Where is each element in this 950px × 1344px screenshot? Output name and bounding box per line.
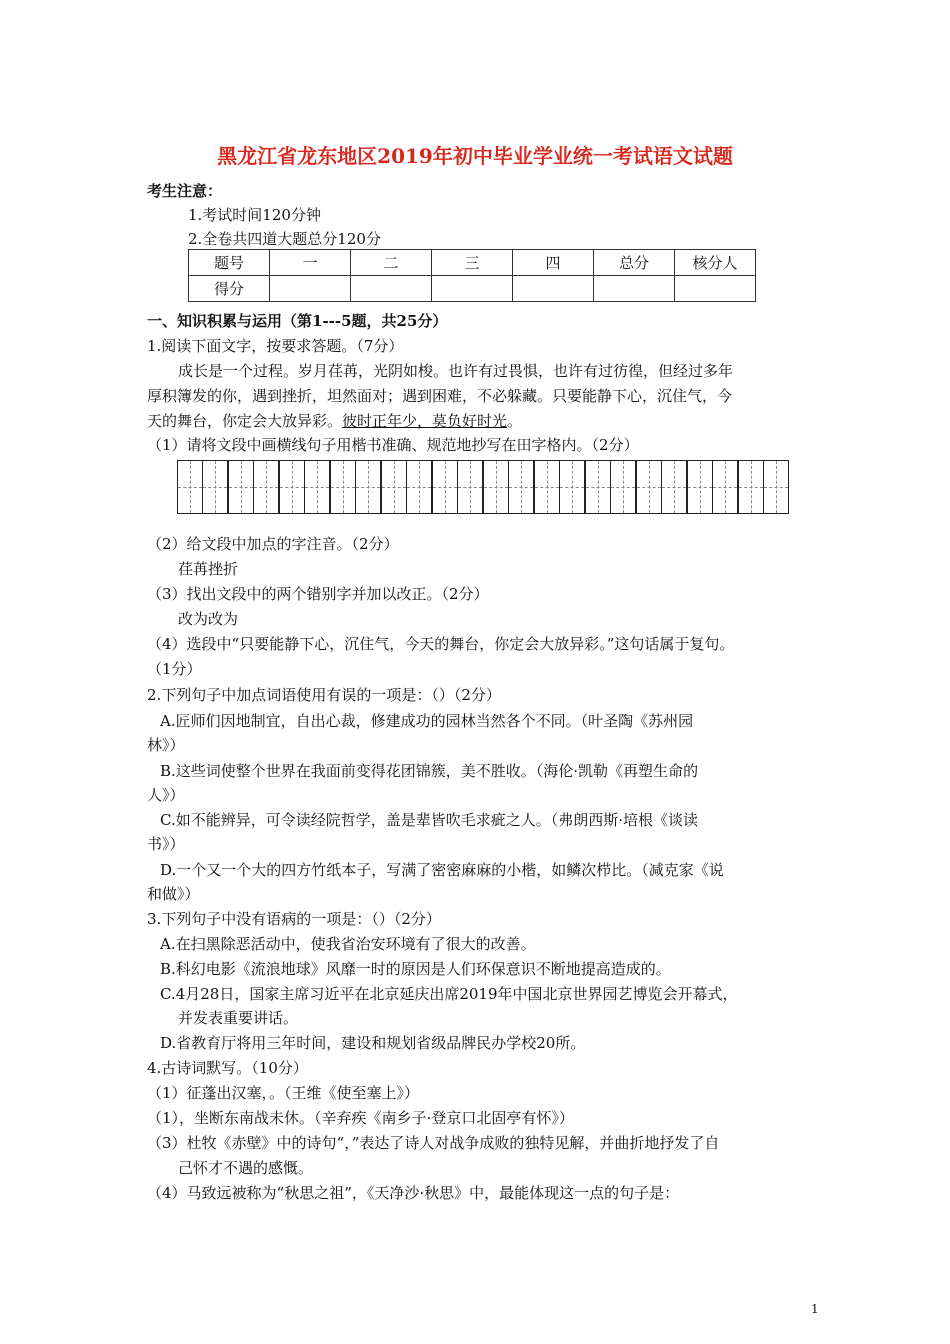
table-cell: 一	[270, 250, 351, 276]
q4-sub-3-cont: 己怀才不遇的感慨。	[178, 1159, 314, 1177]
page-number: 1	[811, 1302, 819, 1316]
notice-item-1: 1.考试时间120分钟	[188, 206, 321, 224]
q4-sub-2: （1），坐断东南战未休。（辛弃疾《南乡子·登京口北固亭有怀》）	[147, 1109, 574, 1127]
grid-cell[interactable]	[432, 460, 458, 514]
grid-cell[interactable]	[202, 460, 228, 514]
grid-cell[interactable]	[712, 460, 738, 514]
q2-option-a-cont: 林》）	[147, 736, 185, 754]
score-field[interactable]	[432, 276, 513, 302]
table-cell: 核分人	[675, 250, 756, 276]
grid-cell[interactable]	[228, 460, 254, 514]
grid-cell[interactable]	[508, 460, 534, 514]
grid-cell[interactable]	[457, 460, 483, 514]
grid-group	[178, 460, 228, 514]
q2-option-c: C.如不能辨异，可令读经院哲学，盖是辈皆吹毛求疵之人。（弗朗西斯·培根《谈读	[160, 811, 698, 829]
exam-title: 黑龙江省龙东地区2019年初中毕业学业统一考试语文试题	[217, 144, 733, 168]
grid-cell[interactable]	[559, 460, 585, 514]
grid-cell[interactable]	[330, 460, 356, 514]
grid-cell[interactable]	[763, 460, 789, 514]
q1-sub-4-score: （1分）	[147, 660, 202, 678]
grid-cell[interactable]	[636, 460, 662, 514]
q2-stem: 2.下列句子中加点词语使用有误的一项是：（）（2分）	[147, 686, 501, 704]
passage-text: 天的舞台，你定会大放异彩。	[147, 412, 343, 430]
grid-group	[229, 460, 279, 514]
q4-sub-4: （4）马致远被称为“秋思之祖”，《天净沙·秋思》中，最能体现这一点的句子是：	[147, 1184, 680, 1202]
grid-group	[331, 460, 381, 514]
grid-cell[interactable]	[610, 460, 636, 514]
q3-option-a: A.在扫黑除恶活动中，使我省治安环境有了很大的改善。	[160, 935, 536, 953]
grid-cell[interactable]	[279, 460, 305, 514]
passage-text: 。	[507, 412, 523, 430]
q2-option-b: B.这些词使整个世界在我面前变得花团锦簇，美不胜收。（海伦·凯勒《再塑生命的	[160, 762, 699, 780]
q1-sub-3: （3）找出文段中的两个错别字并加以改正。（2分）	[147, 585, 489, 603]
table-cell: 得分	[189, 276, 270, 302]
q3-option-b: B.科幻电影《流浪地球》风靡一时的原因是人们环保意识不断地提高造成的。	[160, 960, 671, 978]
q1-passage-line: 厚积簿发的你，遇到挫折，坦然面对；遇到困难，不必躲藏。只要能静下心，沉住气，今	[147, 387, 733, 405]
table-cell: 二	[351, 250, 432, 276]
table-cell: 题号	[189, 250, 270, 276]
table-cell: 四	[513, 250, 594, 276]
q1-passage-line: 成长是一个过程。岁月荏苒，光阴如梭。也许有过畏惧，也许有过彷徨，但经过多年	[178, 362, 734, 380]
q2-option-d: D.一个又一个大的四方竹纸本子，写满了密密麻麻的小楷，如鳞次栉比。（减克家《说	[160, 861, 724, 879]
score-table-score-row	[189, 276, 756, 302]
grid-group	[433, 460, 483, 514]
grid-cell[interactable]	[585, 460, 611, 514]
underlined-sentence: 彼时正年少，莫负好时光	[342, 412, 508, 430]
score-field[interactable]	[675, 276, 756, 302]
q3-option-c-cont: 并发表重要讲话。	[178, 1009, 299, 1027]
grid-cell[interactable]	[253, 460, 279, 514]
score-table	[188, 249, 756, 302]
grid-group	[637, 460, 687, 514]
notice-heading: 考生注意：	[147, 182, 223, 200]
grid-cell[interactable]	[483, 460, 509, 514]
q1-sub-3-answer: 改为改为	[178, 610, 239, 628]
table-cell: 总分	[594, 250, 675, 276]
grid-cell[interactable]	[687, 460, 713, 514]
tianzige-grid[interactable]	[178, 460, 789, 514]
grid-cell[interactable]	[534, 460, 560, 514]
score-field[interactable]	[513, 276, 594, 302]
q2-option-b-cont: 人》）	[147, 786, 185, 804]
score-table-header-row	[189, 250, 756, 276]
grid-group	[535, 460, 585, 514]
q1-sub-1: （1）请将文段中画横线句子用楷书准确、规范地抄写在田字格内。（2分）	[147, 436, 639, 454]
q1-stem: 1.阅读下面文字，按要求答题。（7分）	[147, 337, 404, 355]
section-1-heading: 一、知识积累与运用（第1---5题，共25分）	[147, 312, 448, 330]
q4-stem: 4.古诗词默写。（10分）	[147, 1059, 308, 1077]
q1-passage-line	[147, 410, 522, 431]
grid-cell[interactable]	[738, 460, 764, 514]
notice-item-2: 2.全卷共四道大题总分120分	[188, 230, 381, 248]
grid-group	[382, 460, 432, 514]
q2-option-a: A.匠师们因地制宜，自出心裁，修建成功的园林当然各个不同。（叶圣陶《苏州园	[160, 712, 694, 730]
grid-cell[interactable]	[381, 460, 407, 514]
q4-sub-1: （1）征蓬出汉塞，。（王维《使至塞上》）	[147, 1084, 420, 1102]
grid-group	[586, 460, 636, 514]
q1-sub-4: （4）选段中“只要能静下心，沉住气，今天的舞台，你定会大放异彩。”这句话属于复句。	[147, 635, 735, 653]
q4-sub-3: （3）杜牧《赤壁》中的诗句“，”表达了诗人对战争成败的独特见解，并曲折地抒发了自	[147, 1134, 720, 1152]
q3-option-c: C.4月28日，国家主席习近平在北京延庆出席2019年中国北京世界园艺博览会开幕式，	[160, 985, 738, 1003]
score-field[interactable]	[594, 276, 675, 302]
score-field[interactable]	[351, 276, 432, 302]
q3-stem: 3.下列句子中没有语病的一项是：（）（2分）	[147, 910, 441, 928]
grid-cell[interactable]	[177, 460, 203, 514]
grid-cell[interactable]	[661, 460, 687, 514]
grid-group	[484, 460, 534, 514]
q3-option-d: D.省教育厅将用三年时间，建设和规划省级品牌民办学校20所。	[160, 1034, 586, 1052]
grid-cell[interactable]	[406, 460, 432, 514]
table-cell: 三	[432, 250, 513, 276]
q2-option-c-cont: 书》）	[147, 835, 185, 853]
grid-cell[interactable]	[304, 460, 330, 514]
grid-cell[interactable]	[355, 460, 381, 514]
grid-group	[688, 460, 738, 514]
q2-option-d-cont: 和做》）	[147, 885, 200, 903]
grid-group	[280, 460, 330, 514]
score-field[interactable]	[270, 276, 351, 302]
q1-sub-2-answer: 荏苒挫折	[178, 560, 239, 578]
q1-sub-2: （2）给文段中加点的字注音。（2分）	[147, 535, 399, 553]
grid-group	[739, 460, 789, 514]
